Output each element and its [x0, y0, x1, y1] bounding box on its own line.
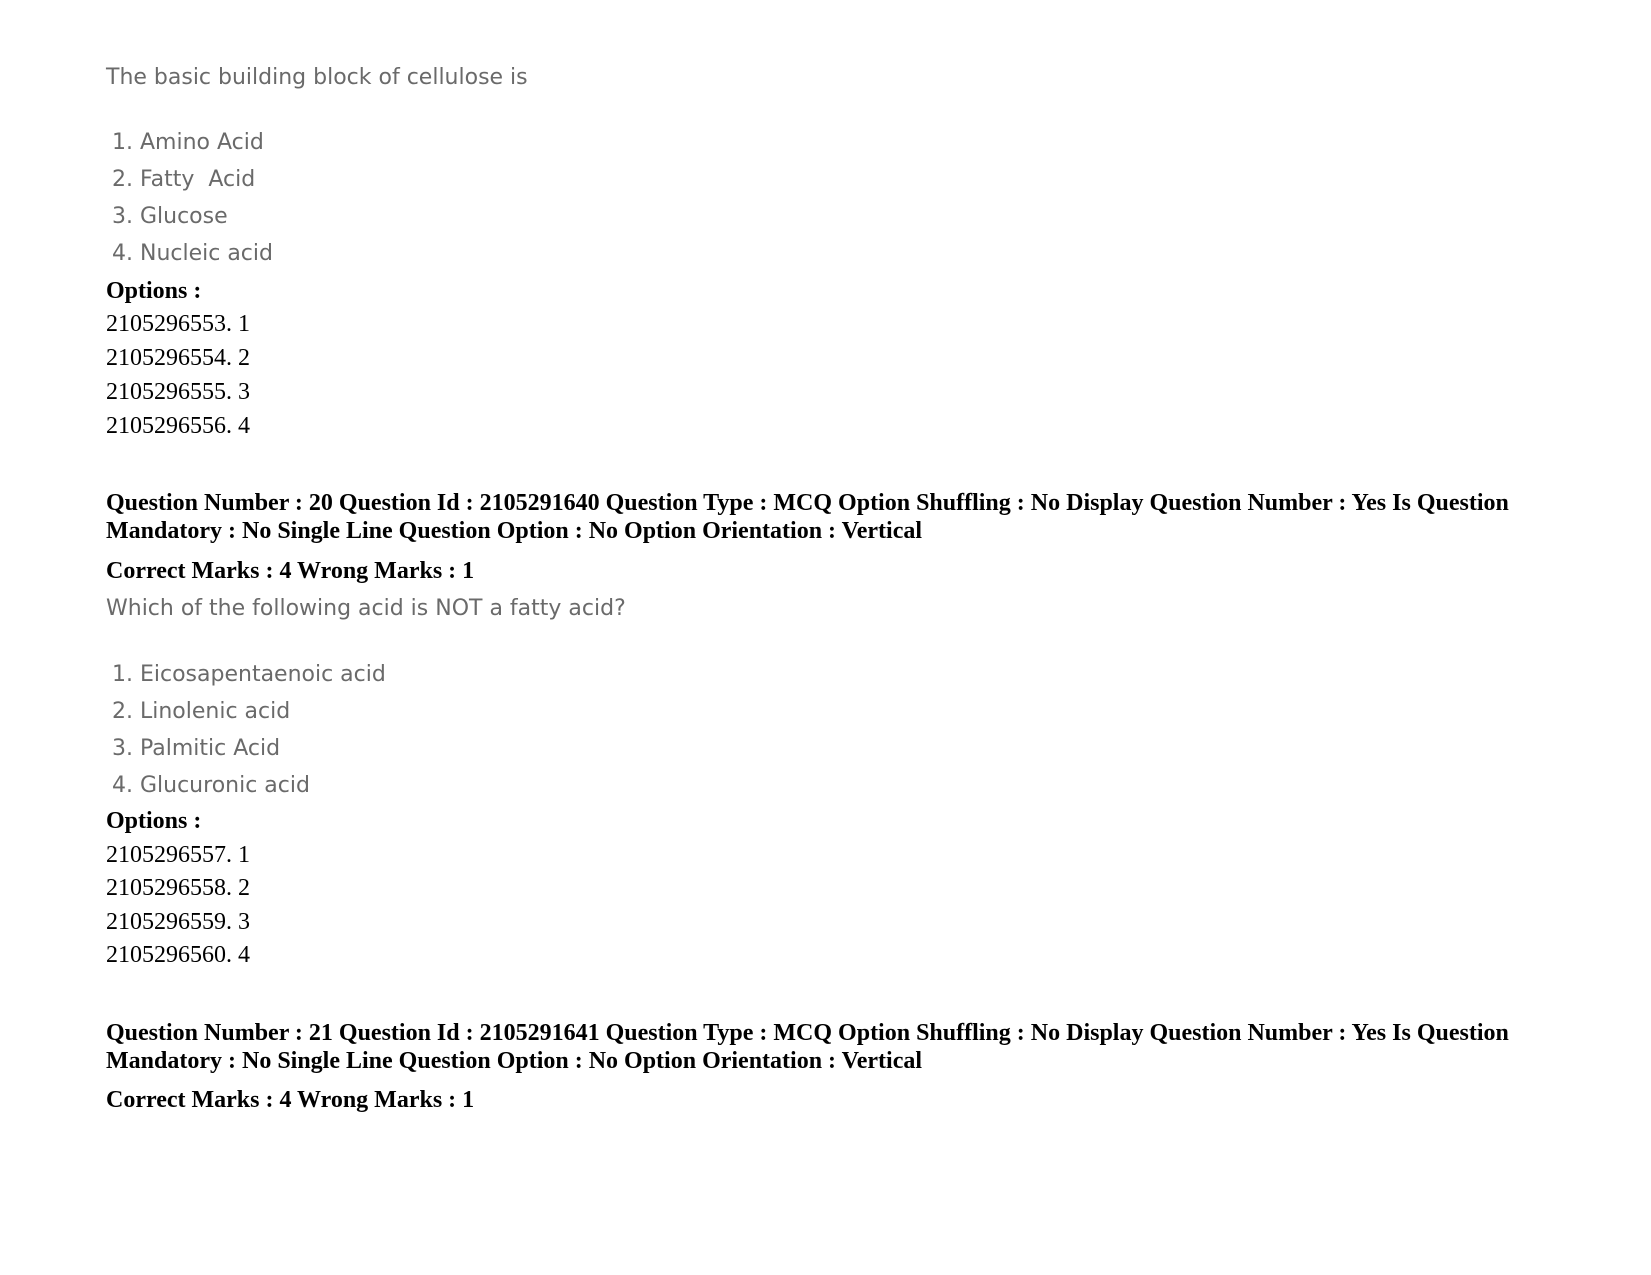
option-id: 2105296558. 2 — [106, 875, 250, 901]
option-id: 2105296555. 3 — [106, 379, 250, 405]
options-label: Options : — [106, 278, 202, 304]
option-id: 2105296554. 2 — [106, 345, 250, 371]
option-id: 2105296559. 3 — [106, 909, 250, 935]
option-id: 2105296553. 1 — [106, 311, 250, 337]
answer-choice: 3. Glucose — [112, 204, 228, 229]
question-metadata: Question Number : 21 Question Id : 2105291641 Question Type : MCQ Option Shuffling : No Display Question Number : Yes Is Question Mandatory : No Single Line Question Option : No Option Orientation : Vertical — [106, 1020, 1509, 1074]
marks-line: Correct Marks : 4 Wrong Marks : 1 — [106, 1087, 475, 1113]
question-text: Which of the following acid is NOT a fatty acid? — [106, 596, 626, 621]
options-label: Options : — [106, 808, 202, 834]
marks-line: Correct Marks : 4 Wrong Marks : 1 — [106, 558, 475, 584]
option-id: 2105296556. 4 — [106, 413, 250, 439]
answer-choice: 2. Fatty Acid — [112, 167, 256, 192]
answer-choice: 4. Glucuronic acid — [112, 773, 310, 798]
answer-choice: 4. Nucleic acid — [112, 241, 273, 266]
option-id: 2105296560. 4 — [106, 942, 250, 968]
answer-choice: 1. Eicosapentaenoic acid — [112, 662, 386, 687]
answer-choice: 3. Palmitic Acid — [112, 736, 281, 761]
option-id: 2105296557. 1 — [106, 842, 250, 868]
answer-choice: 2. Linolenic acid — [112, 699, 291, 724]
question-text: The basic building block of cellulose is — [106, 65, 528, 90]
answer-choice: 1. Amino Acid — [112, 130, 264, 155]
question-metadata: Question Number : 20 Question Id : 2105291640 Question Type : MCQ Option Shuffling : No Display Question Number : Yes Is Question Mandatory : No Single Line Question Option : No Option Orientation : Vertical — [106, 490, 1509, 544]
